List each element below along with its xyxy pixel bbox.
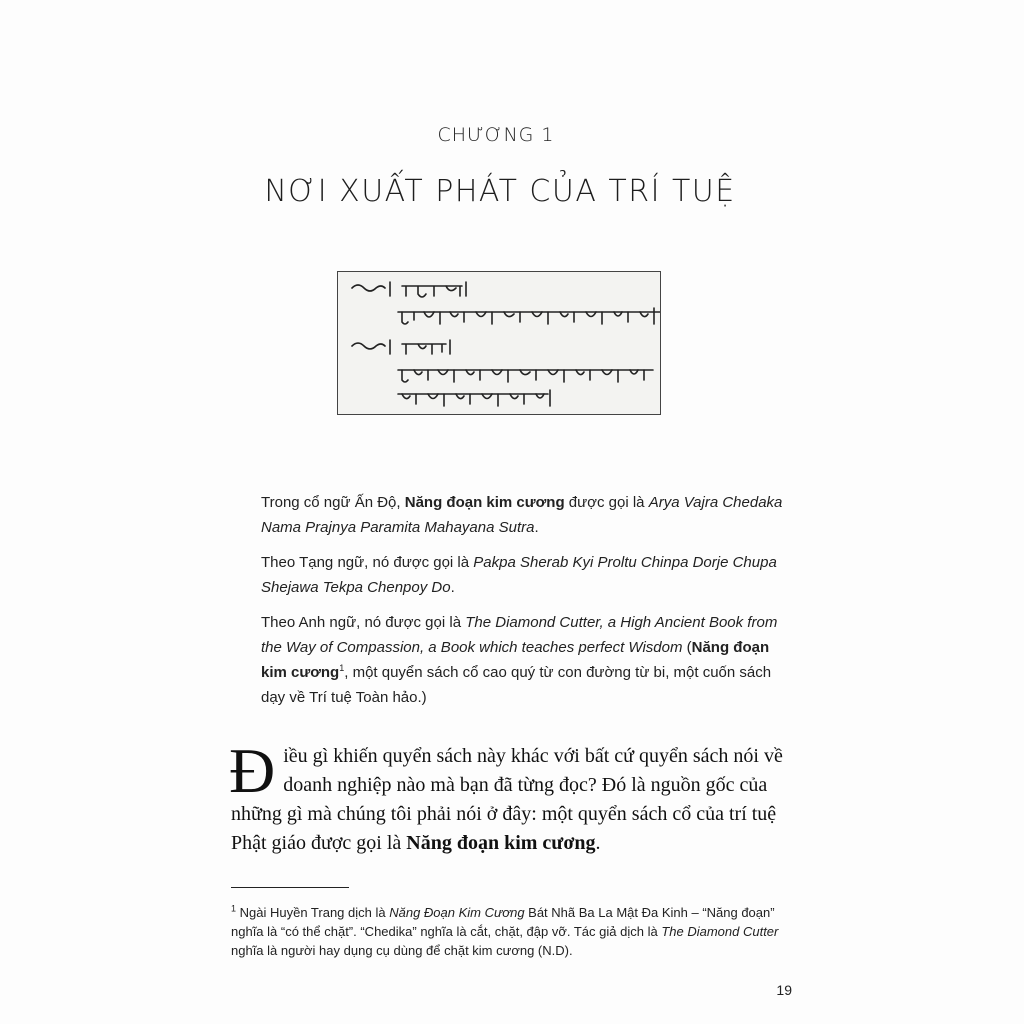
intro-section bbox=[261, 490, 791, 720]
text: Ngài Huyền Trang dịch là bbox=[236, 905, 390, 920]
tibetan-script-drawing bbox=[338, 272, 660, 414]
italic-title: The Diamond Cutter, a High Ancient Book from the Way of Compassion, a Book which teaches perfect Wisdom bbox=[261, 614, 778, 656]
text: nghĩa là người hay dụng cụ dùng để chặt kim cương (N.D). bbox=[231, 943, 573, 958]
text: Theo Anh ngữ, nó được gọi là bbox=[261, 614, 466, 631]
text: , một quyển sách cổ cao quý từ con đường từ bi, một cuốn sách dạy về Trí tuệ Toàn hảo.) bbox=[261, 664, 772, 706]
drop-cap: Đ bbox=[229, 735, 276, 806]
footnote bbox=[231, 903, 791, 960]
text: được gọi là bbox=[564, 494, 649, 511]
intro-paragraph-3 bbox=[261, 610, 791, 710]
italic-title: The Diamond Cutter bbox=[661, 924, 779, 939]
intro-paragraph-2 bbox=[261, 550, 791, 600]
italic-title: Arya Vajra Chedaka Nama Prajnya Paramita Mahayana Sutra bbox=[261, 494, 783, 536]
italic-title: Năng Đoạn Kim Cương bbox=[389, 905, 525, 920]
intro-paragraph-1 bbox=[261, 490, 791, 540]
tibetan-script-image bbox=[337, 271, 661, 415]
bold-term: Năng đoạn kim cương bbox=[261, 639, 770, 681]
italic-title: Pakpa Sherab Kyi Proltu Chinpa Dorje Chupa Shejawa Tekpa Chenpoy Do bbox=[261, 554, 777, 596]
text: iều gì khiến quyển sách này khác với bất cứ quyển sách nói về doanh nghiệp nào mà bạn đã từng đọc? Đó là nguồn gốc của những gì mà chúng tôi phải nói ở đây: một quyển sách cổ của trí tuệ Phật giáo được gọi là bbox=[231, 745, 783, 854]
bold-term: Năng đoạn kim cương bbox=[406, 832, 596, 854]
footnote-ref: 1 bbox=[339, 663, 345, 673]
chapter-title: NƠI XUẤT PHÁT CỦA TRÍ TUỆ bbox=[264, 174, 736, 209]
text: Theo Tạng ngữ, nó được gọi là bbox=[261, 554, 474, 571]
text: ( bbox=[682, 639, 692, 656]
text: . bbox=[595, 832, 601, 854]
text: Bát Nhã Ba La Mật Đa Kinh – “Năng đoạn” nghĩa là “có thể chặt”. “Chedika” nghĩa là cắt, chặt, đập vỡ. Tác giả dịch là bbox=[231, 905, 775, 939]
footnote-divider bbox=[231, 887, 349, 888]
footnote-number: 1 bbox=[231, 903, 237, 914]
page-number: 19 bbox=[776, 982, 792, 998]
body-paragraph bbox=[229, 735, 791, 858]
text: . bbox=[450, 579, 455, 596]
chapter-label: CHƯƠNG 1 bbox=[437, 124, 555, 146]
text: . bbox=[534, 519, 539, 536]
bold-term: Năng đoạn kim cương bbox=[404, 494, 565, 511]
text: Trong cổ ngữ Ấn Độ, bbox=[261, 494, 405, 511]
